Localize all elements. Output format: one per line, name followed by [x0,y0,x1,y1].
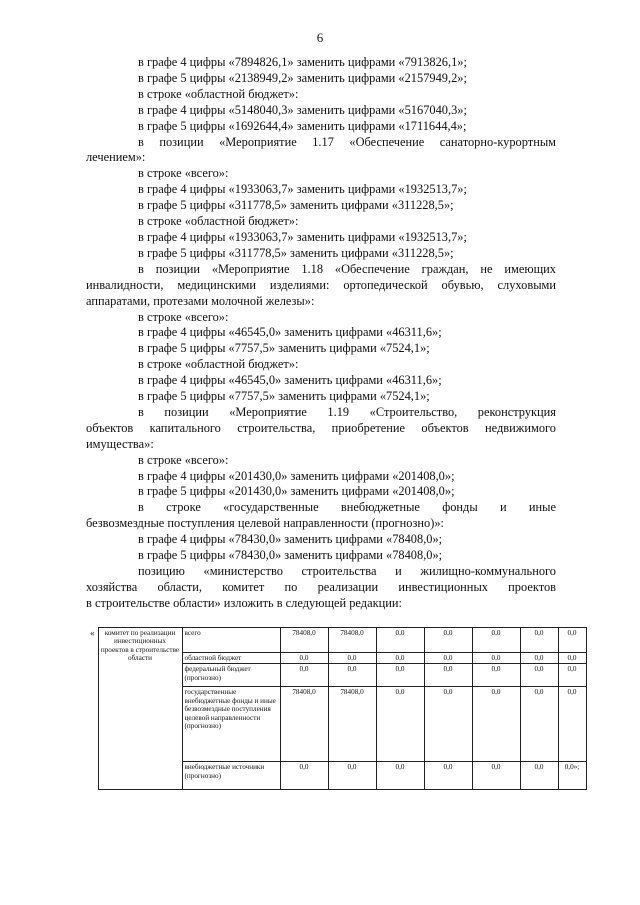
value-cell: 0,0 [280,653,328,664]
paragraph-line: в строке «всего»: [138,309,229,324]
value-cell: 0,0 [558,653,586,664]
paragraph-line: в строке «государственные внебюджетные фонды и иные [138,500,556,515]
paragraph-line: инвалидности, медицинскими изделиями: ортопедической обувью, слуховыми [86,277,556,292]
value-cell: 0,0 [520,628,558,653]
paragraph-line: в графе 5 цифры «201430,0» заменить цифрами «201408,0»; [138,484,455,499]
paragraph-line: в графе 5 цифры «7757,5» заменить цифрами «7524,1»; [138,341,430,356]
paragraph-line: в графе 5 цифры «311778,5» заменить цифрами «311228,5»; [138,198,454,213]
value-cell: 0,0 [328,762,376,790]
paragraph-line: в графе 5 цифры «2138949,2» заменить цифрами «2157949,2»; [138,70,467,85]
paragraph-line: в графе 4 цифры «7894826,1» заменить цифрами «7913826,1»; [138,55,467,69]
value-cell: 0,0 [472,664,520,687]
value-cell: 0,0 [472,653,520,664]
value-cell: 0,0»; [558,762,586,790]
paragraph-line: в строке «всего»: [138,166,229,181]
value-cell: 0,0 [472,762,520,790]
paragraph-line: в строительстве области» изложить в следующей редакции: [86,595,402,610]
value-cell: 78408,0 [328,687,376,762]
paragraph-line: в графе 4 цифры «1933063,7» заменить цифрами «1932513,7»; [138,182,467,197]
value-cell: 0,0 [558,687,586,762]
value-cell: 0,0 [520,762,558,790]
funding-source-cell: областной бюджет [182,653,280,664]
paragraph-line: безвозмездные поступления целевой направленности (прогнозно)»: [86,516,444,531]
paragraph-line: в графе 5 цифры «7757,5» заменить цифрами «7524,1»; [138,389,430,404]
paragraph-line: объектов капитального строительства, приобретение объектов недвижимого [86,420,556,435]
value-cell: 78408,0 [280,687,328,762]
value-cell: 0,0 [520,653,558,664]
value-cell: 0,0 [424,664,472,687]
table-row [88,628,586,653]
paragraph-line: в графе 5 цифры «311778,5» заменить цифрами «311228,5»; [138,245,454,260]
value-cell: 0,0 [472,687,520,762]
paragraph-line: в строке «областной бюджет»: [138,86,299,101]
value-cell: 0,0 [328,664,376,687]
paragraph-line: в строке «областной бюджет»: [138,357,299,372]
paragraph-line: хозяйства области, комитет по реализации инвестиционных проектов [86,579,556,594]
paragraph-line: в позиции «Мероприятие 1.19 «Строительство, реконструкция [138,404,556,419]
paragraph-line: в строке «областной бюджет»: [138,214,299,229]
funding-source-cell: государственные внебюджетные фонды и иные безвозмездные поступления целевой направленности (прогнозно) [182,687,280,762]
budget-table-container [88,627,586,790]
value-cell: 0,0 [280,664,328,687]
paragraph-line: в графе 4 цифры «78430,0» заменить цифрами «78408,0»; [138,532,443,547]
paragraph-line: в графе 4 цифры «46545,0» заменить цифрами «46311,6»; [138,373,442,388]
value-cell: 0,0 [558,628,586,653]
value-cell: 0,0 [558,664,586,687]
value-cell: 0,0 [424,628,472,653]
paragraph-line: в графе 5 цифры «78430,0» заменить цифрами «78408,0»; [138,548,443,563]
value-cell: 78408,0 [328,628,376,653]
paragraph-line: в графе 4 цифры «1933063,7» заменить цифрами «1932513,7»; [138,229,467,244]
value-cell: 0,0 [376,653,424,664]
value-cell: 0,0 [376,664,424,687]
funding-source-cell: внебюджетные источники (прогнозно) [182,762,280,790]
paragraph-line: аппаратами, протезами молочной железы»: [86,293,315,308]
value-cell: 0,0 [472,628,520,653]
page-number: 6 [316,30,324,45]
entity-cell: комитет по реализации инвестиционных проектов в строительстве области [98,628,182,790]
value-cell: 0,0 [328,653,376,664]
paragraph-line: лечением»: [86,150,146,165]
paragraph-line: в графе 4 цифры «201430,0» заменить цифрами «201408,0»; [138,468,455,483]
value-cell: 0,0 [424,653,472,664]
value-cell: 0,0 [424,687,472,762]
body-text [86,55,556,612]
paragraph-line: в позиции «Мероприятие 1.17 «Обеспечение санаторно-курортным [138,134,556,149]
paragraph-line: имущества»: [86,436,154,451]
funding-source-cell: всего [182,628,280,653]
paragraph-line: в графе 5 цифры «1692644,4» заменить цифрами «1711644,4»; [138,118,467,133]
value-cell: 0,0 [376,628,424,653]
value-cell: 0,0 [424,762,472,790]
open-quote: « [90,627,95,638]
paragraph-line: в графе 4 цифры «46545,0» заменить цифрами «46311,6»; [138,325,442,340]
budget-table [88,627,587,790]
paragraph-line: позицию «министерство строительства и жилищно-коммунального [138,564,556,578]
value-cell: 0,0 [376,687,424,762]
paragraph-line: в графе 4 цифры «5148040,3» заменить цифрами «5167040,3»; [138,102,467,117]
value-cell: 0,0 [520,664,558,687]
paragraph-line: в позиции «Мероприятие 1.18 «Обеспечение граждан, не имеющих [138,261,556,276]
funding-source-cell: федеральный бюджет (прогнозно) [182,664,280,687]
paragraph-line: в строке «всего»: [138,452,229,467]
value-cell: 0,0 [376,762,424,790]
value-cell: 0,0 [520,687,558,762]
value-cell: 0,0 [280,762,328,790]
value-cell: 78408,0 [280,628,328,653]
